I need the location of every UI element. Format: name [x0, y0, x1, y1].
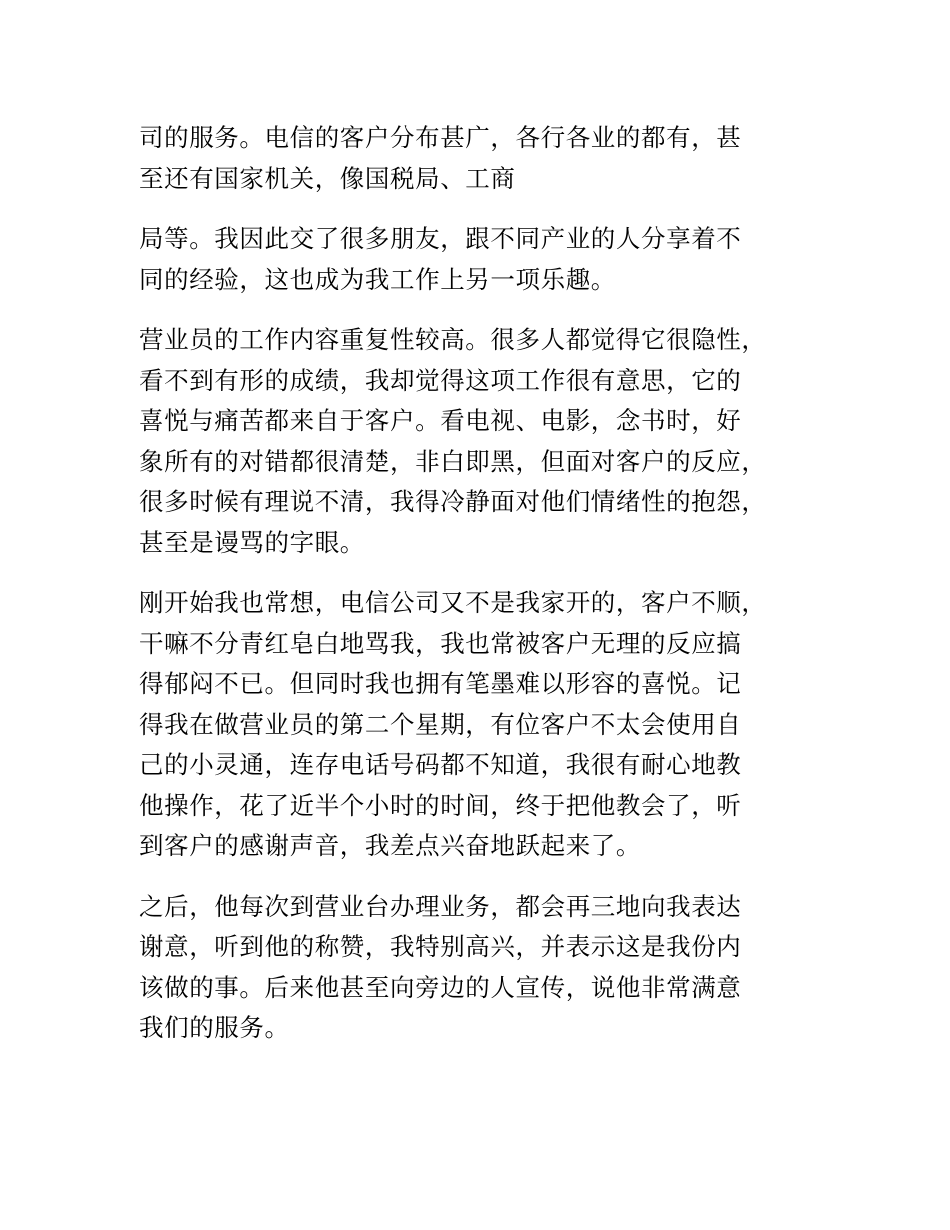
- text-line: 我们的服务。: [139, 1013, 290, 1042]
- text-line: 之后，他每次到营业台办理业务，都会再三地向我表达: [139, 891, 742, 921]
- text-line: 他操作，花了近半个小时的时间，终于把他教会了，听: [139, 790, 742, 820]
- paragraph-3: [139, 320, 819, 563]
- text-line: 局等。我因此交了很多朋友，跟不同产业的人分享着不: [139, 224, 742, 253]
- text-line: 干嘛不分青红皂白地骂我，我也常被客户无理的反应搞: [139, 628, 742, 658]
- text-line: 谢意，听到他的称赞，我特别高兴，并表示这是我份内: [139, 932, 742, 961]
- text-line: 刚开始我也常想，电信公司又不是我家开的，客户不顺，: [139, 588, 767, 617]
- text-line: 该做的事。后来他甚至向旁边的人宣传，说他非常满意: [139, 972, 742, 1002]
- text-line: 己的小灵通，连存电话号码都不知道，我很有耐心地教: [139, 750, 742, 779]
- text-line: 至还有国家机关，像国税局、工商: [139, 163, 516, 193]
- text-line: 到客户的感谢声音，我差点兴奋地跃起来了。: [139, 831, 641, 860]
- paragraph-2: [139, 219, 819, 300]
- text-line: 很多时候有理说不清，我得冷静面对他们情绪性的抱怨，: [139, 487, 767, 516]
- text-line: 喜悦与痛苦都来自于客户。看电视、电影，念书时，好: [139, 406, 742, 435]
- text-line: 象所有的对错都很清楚，非白即黑，但面对客户的反应，: [139, 446, 767, 476]
- paragraph-5: [139, 887, 819, 1049]
- text-line: 营业员的工作内容重复性较高。很多人都觉得它很隐性，: [139, 325, 767, 354]
- text-line: 得郁闷不已。但同时我也拥有笔墨难以形容的喜悦。记: [139, 669, 742, 698]
- paragraph-1: [139, 118, 819, 199]
- text-line: 得我在做营业员的第二个星期，有位客户不太会使用自: [139, 709, 742, 739]
- text-line: 看不到有形的成绩，我却觉得这项工作很有意思，它的: [139, 365, 742, 395]
- document-body: [139, 118, 819, 1069]
- text-line: 同的经验，这也成为我工作上另一项乐趣。: [139, 264, 616, 294]
- paragraph-4: [139, 583, 819, 867]
- text-line: 甚至是谩骂的字眼。: [139, 527, 365, 557]
- text-line: 司的服务。电信的客户分布甚广，各行各业的都有，甚: [139, 123, 742, 152]
